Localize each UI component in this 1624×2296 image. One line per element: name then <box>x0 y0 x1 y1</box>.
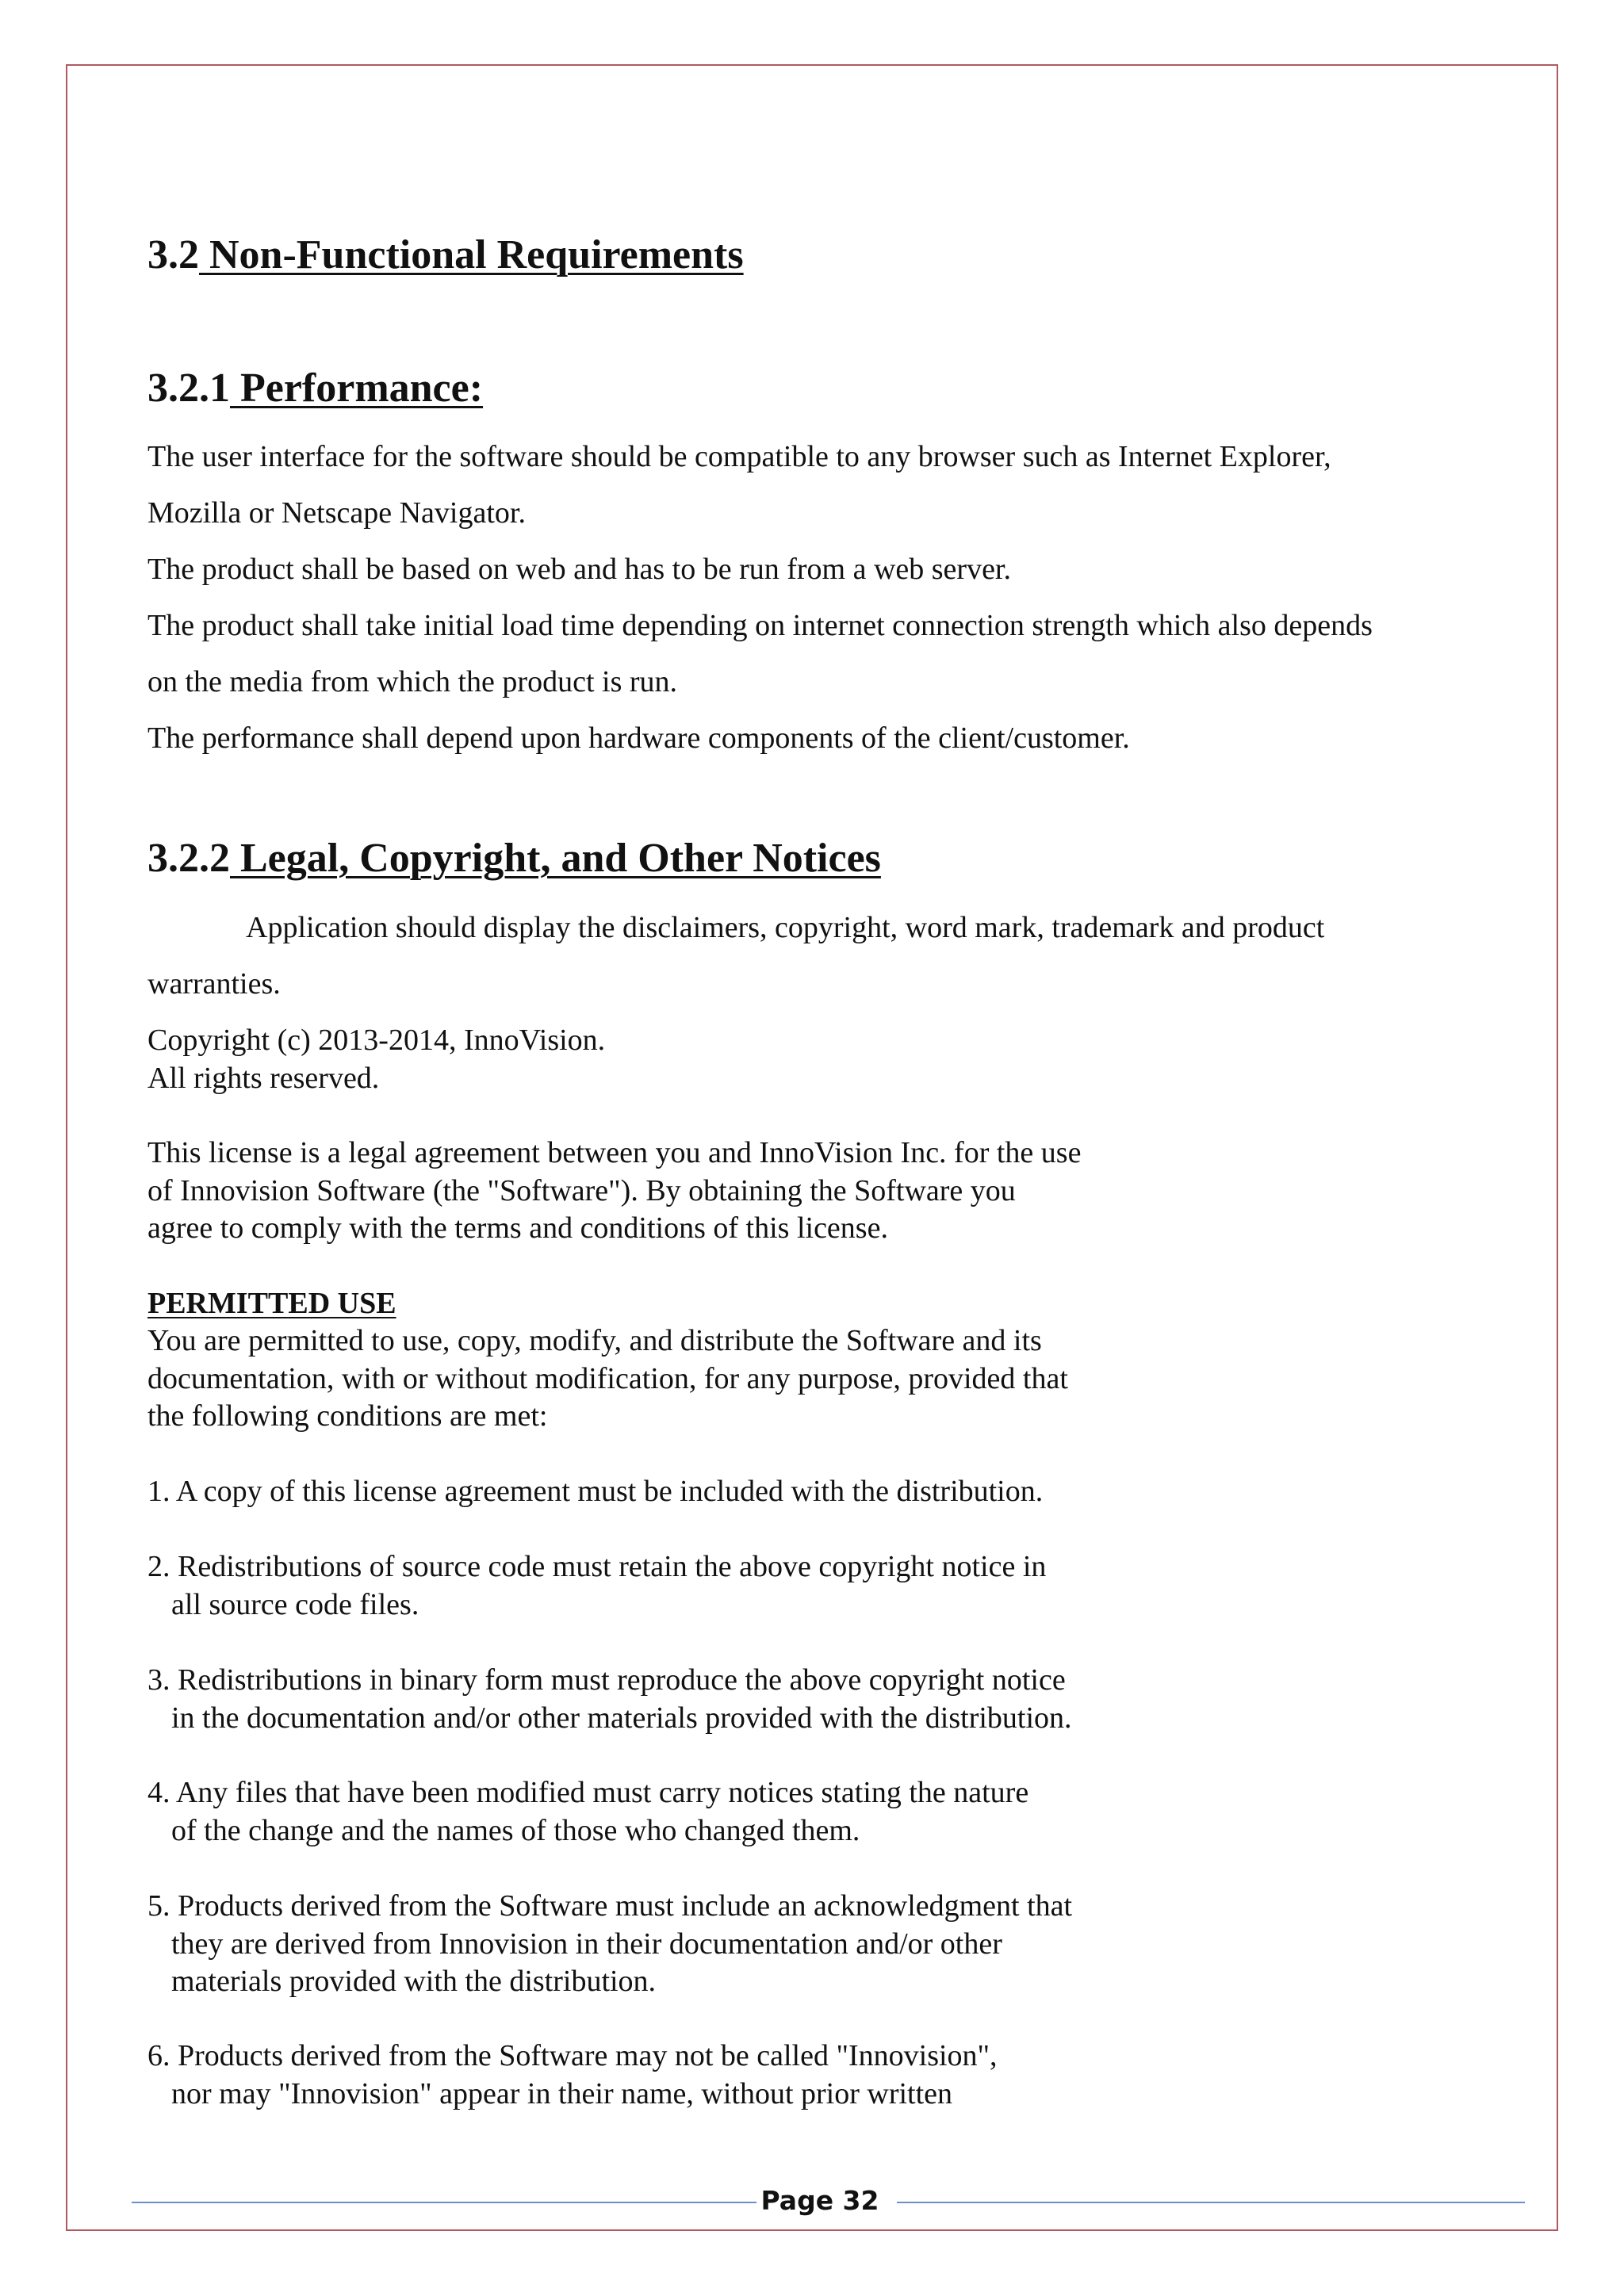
condition-line: 4. Any files that have been modified must carry notices stating the nature <box>147 1776 1029 1809</box>
condition-item-6 <box>147 2038 998 2113</box>
permitted-use-line: You are permitted to use, copy, modify, and distribute the Software and its <box>147 1324 1042 1357</box>
performance-number: 3.2.1 <box>147 365 230 411</box>
license-line: This license is a legal agreement between you and InnoVision Inc. for the use <box>147 1136 1082 1169</box>
legal-intro-line: Application should display the disclaimers, copyright, word mark, trademark and product <box>246 911 1325 944</box>
condition-item-4 <box>147 1774 1028 1850</box>
legal-intro-line: warranties. <box>147 967 281 1001</box>
performance-line: Mozilla or Netscape Navigator. <box>147 496 526 530</box>
copyright-line: All rights reserved. <box>147 1061 380 1095</box>
license-paragraph <box>147 1135 1081 1248</box>
footer-rule-right <box>897 2202 1525 2203</box>
license-line: agree to comply with the terms and conditions of this license. <box>147 1211 888 1245</box>
permitted-use-line: documentation, with or without modification, for any purpose, provided that <box>147 1361 1068 1395</box>
condition-line: all source code files. <box>171 1587 419 1621</box>
condition-line: 3. Redistributions in binary form must reproduce the above copyright notice <box>147 1663 1066 1697</box>
condition-line: materials provided with the distribution. <box>171 1965 657 1998</box>
copyright-notice <box>147 1022 605 1097</box>
performance-line: The user interface for the software should be compatible to any browser such as Internet Explorer, <box>147 440 1331 473</box>
performance-line: The product shall be based on web and has to be run from a web server. <box>147 553 1011 586</box>
condition-item-1 <box>147 1473 1043 1511</box>
license-line: of Innovision Software (the "Software"). By obtaining the Software you <box>147 1173 1016 1207</box>
permitted-use-heading: PERMITTED USE <box>147 1287 396 1320</box>
legal-heading <box>147 835 881 882</box>
condition-line: 6. Products derived from the Software may not be called "Innovision", <box>147 2039 998 2072</box>
performance-line: The product shall take initial load time depending on internet connection strength which also depends <box>147 609 1373 642</box>
legal-title: Legal, Copyright, and Other Notices <box>240 836 881 881</box>
condition-line: 5. Products derived from the Software must include an acknowledgment that <box>147 1889 1073 1923</box>
condition-line: nor may "Innovision" appear in their name, without prior written <box>171 2076 953 2110</box>
section-title: Non-Functional Requirements <box>209 232 744 277</box>
permitted-use-line: the following conditions are met: <box>147 1399 548 1433</box>
performance-title: Performance: <box>240 365 484 411</box>
condition-line: 1. A copy of this license agreement must be included with the distribution. <box>147 1475 1044 1508</box>
performance-line: on the media from which the product is run. <box>147 665 678 698</box>
legal-intro <box>147 900 1324 1012</box>
copyright-line: Copyright (c) 2013-2014, InnoVision. <box>147 1024 606 1057</box>
condition-item-3 <box>147 1662 1072 1737</box>
condition-line: of the change and the names of those who changed them. <box>171 1813 860 1847</box>
condition-line: 2. Redistributions of source code must retain the above copyright notice in <box>147 1550 1047 1583</box>
performance-line: The performance shall depend upon hardware components of the client/customer. <box>147 721 1130 755</box>
legal-number: 3.2.2 <box>147 836 230 881</box>
condition-item-5 <box>147 1888 1072 2001</box>
performance-paragraph <box>147 429 1373 767</box>
condition-line: in the documentation and/or other materials provided with the distribution. <box>171 1701 1072 1735</box>
section-number: 3.2 <box>147 232 199 277</box>
permitted-use-paragraph <box>147 1322 1068 1436</box>
condition-item-2 <box>147 1548 1046 1624</box>
footer-rule-left <box>132 2202 756 2203</box>
section-heading <box>147 232 744 279</box>
page-number: Page 32 <box>760 2185 879 2216</box>
condition-line: they are derived from Innovision in their documentation and/or other <box>171 1927 1002 1961</box>
performance-heading <box>147 365 483 412</box>
